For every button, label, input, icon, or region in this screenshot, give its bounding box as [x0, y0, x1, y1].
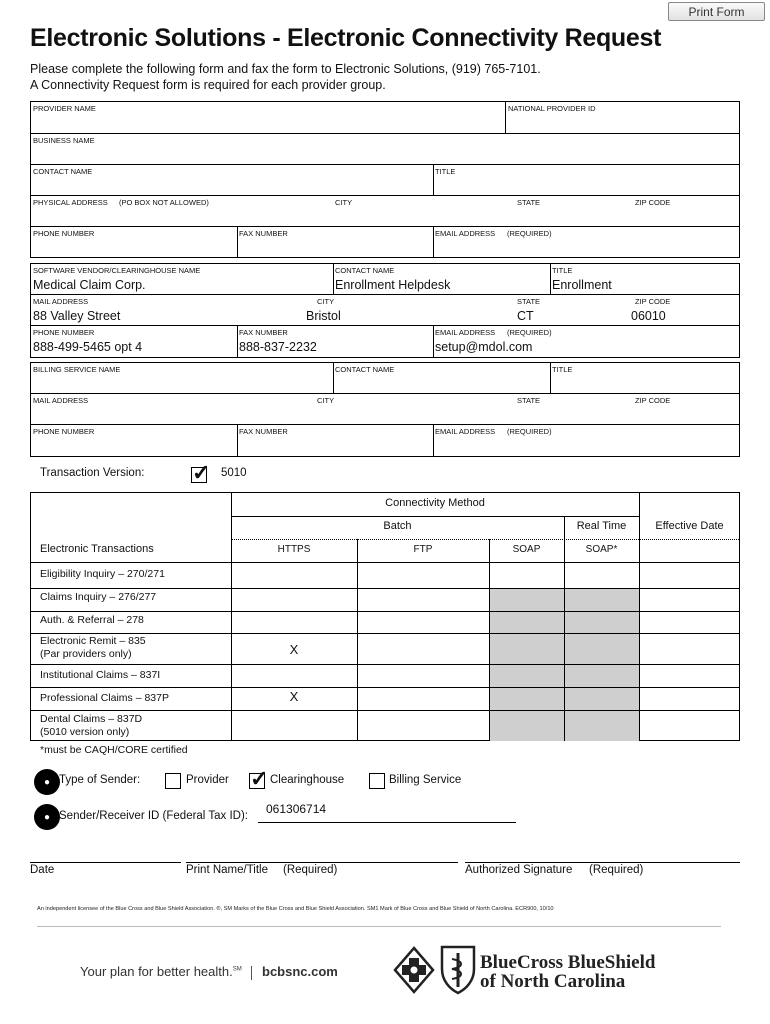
billing-service-option-label: Billing Service — [389, 774, 462, 786]
vendor-name-label: SOFTWARE VENDOR/CLEARINGHOUSE NAME — [33, 266, 201, 275]
provider-name-label: PROVIDER NAME — [33, 104, 96, 113]
email-label: EMAIL ADDRESS — [435, 229, 496, 238]
check-mark-icon: ✓ — [192, 460, 211, 485]
brand-line-2: of North Carolina — [480, 971, 626, 992]
print-form-button[interactable]: Print Form — [668, 2, 765, 21]
sender-id-field[interactable]: 061306714 — [266, 802, 327, 816]
slogan-text: Your plan for better health. — [80, 964, 233, 979]
transaction-row-label: Institutional Claims – 837I — [40, 669, 161, 681]
check-mark-icon: ✓ — [250, 766, 269, 791]
clearinghouse-checkbox[interactable] — [249, 766, 269, 791]
batch-header: Batch — [383, 520, 412, 532]
type-of-sender-label: Type of Sender: — [59, 774, 141, 786]
brand-line-1: BlueCross BlueShield — [480, 952, 656, 973]
vendor-mail-label: MAIL ADDRESS — [33, 297, 89, 306]
vendor-title-label: TITLE — [552, 266, 573, 275]
software-vendor-section — [30, 263, 740, 358]
billing-email-field[interactable] — [435, 437, 735, 454]
legal-footer: An independent licensee of the Blue Cross and Blue Shield Association. ®, SM Marks of the Blue Cross and Blue Shield Association. SM1 Mark of Blue Cross and Blue Shield of North Carolina. ECR900, 10/10 — [37, 906, 554, 912]
vendor-fax-label: FAX NUMBER — [239, 328, 288, 337]
billing-fax-label: FAX NUMBER — [239, 427, 288, 436]
billing-service-checkbox[interactable] — [369, 773, 385, 789]
billing-mail-label: MAIL ADDRESS — [33, 396, 89, 405]
signature-field[interactable] — [465, 844, 740, 861]
transaction-version-checkbox[interactable] — [191, 460, 211, 485]
phone-label: PHONE NUMBER — [33, 229, 95, 238]
provider-checkbox[interactable] — [165, 773, 181, 789]
intro-line-1: Please complete the following form and fax the form to Electronic Solutions, (919) 765-7101. — [30, 62, 541, 76]
bcbs-brand — [480, 953, 655, 991]
website-text: bcbsnc.com — [262, 964, 338, 979]
email-required-note: (REQUIRED) — [507, 229, 552, 238]
transaction-version-value: 5010 — [221, 467, 247, 479]
print-name-label: Print Name/Title — [186, 864, 269, 876]
transaction-row-label: Electronic Remit – 835 — [40, 635, 146, 647]
effective-date-header: Effective Date — [655, 520, 724, 532]
vendor-contact-field[interactable]: Enrollment Helpdesk — [335, 278, 451, 292]
zip-label: ZIP CODE — [635, 198, 671, 207]
email-field[interactable] — [435, 239, 735, 256]
vendor-mail-field[interactable]: 88 Valley Street — [33, 309, 121, 323]
print-name-required-note: (Required) — [283, 864, 338, 876]
blue-cross-logo-icon — [393, 946, 435, 994]
billing-contact-label: CONTACT NAME — [335, 365, 395, 374]
billing-city-label: CITY — [317, 396, 335, 405]
billing-state-label: STATE — [517, 396, 541, 405]
https-mark-electronic-remit[interactable]: X — [289, 642, 299, 657]
intro-line-2: A Connectivity Request form is required for each provider group. — [30, 78, 386, 92]
provider-option-label: Provider — [186, 774, 229, 786]
billing-phone-label: PHONE NUMBER — [33, 427, 95, 436]
billing-email-required-note: (REQUIRED) — [507, 427, 552, 436]
fax-field[interactable] — [239, 239, 429, 256]
electronic-transactions-header: Electronic Transactions — [40, 543, 154, 555]
transaction-row-label: Eligibility Inquiry – 270/271 — [40, 568, 165, 580]
vendor-email-field[interactable]: setup@mdol.com — [435, 340, 533, 354]
https-mark-professional-claims[interactable]: X — [289, 689, 299, 704]
page-title: Electronic Solutions - Electronic Connectivity Request — [30, 24, 662, 52]
title-label: TITLE — [435, 167, 456, 176]
billing-name-label: BILLING SERVICE NAME — [33, 365, 121, 374]
vendor-state-field[interactable]: CT — [517, 309, 534, 323]
bullet-icon: ● — [34, 769, 60, 795]
billing-title-field[interactable] — [552, 375, 736, 392]
bullet-icon: ● — [34, 804, 60, 830]
date-label: Date — [30, 864, 55, 876]
billing-phone-field[interactable] — [33, 437, 233, 454]
billing-service-section — [30, 362, 740, 457]
vendor-phone-label: PHONE NUMBER — [33, 328, 95, 337]
connectivity-method-header: Connectivity Method — [385, 497, 485, 509]
transaction-row-label: Auth. & Referral – 278 — [40, 614, 144, 626]
https-header: HTTPS — [277, 544, 311, 555]
fax-label: FAX NUMBER — [239, 229, 288, 238]
sender-id-label: Sender/Receiver ID (Federal Tax ID): — [59, 810, 248, 822]
vendor-zip-label: ZIP CODE — [635, 297, 671, 306]
billing-zip-label: ZIP CODE — [635, 396, 671, 405]
vendor-email-label: EMAIL ADDRESS — [435, 328, 496, 337]
vendor-phone-field[interactable]: 888-499-5465 opt 4 — [33, 340, 143, 354]
slogan-sm-mark: SM — [232, 966, 242, 973]
vendor-zip-field[interactable]: 06010 — [631, 309, 666, 323]
connectivity-table — [30, 492, 740, 741]
billing-name-field[interactable] — [33, 375, 329, 392]
clearinghouse-option-label: Clearinghouse — [270, 774, 345, 786]
transaction-row-sublabel: (5010 version only) — [40, 726, 130, 738]
billing-mail-field[interactable] — [33, 406, 733, 423]
vendor-title-field[interactable]: Enrollment — [552, 278, 612, 292]
po-box-note: (PO BOX NOT ALLOWED) — [119, 198, 209, 207]
state-label: STATE — [517, 198, 541, 207]
ftp-header: FTP — [413, 544, 433, 555]
city-label: CITY — [335, 198, 353, 207]
vendor-city-field[interactable]: Bristol — [306, 309, 341, 323]
physical-address-label: PHYSICAL ADDRESS — [33, 198, 108, 207]
provider-section — [30, 101, 740, 258]
vendor-state-label: STATE — [517, 297, 541, 306]
contact-name-label: CONTACT NAME — [33, 167, 93, 176]
vendor-contact-label: CONTACT NAME — [335, 266, 395, 275]
vendor-city-label: CITY — [317, 297, 335, 306]
signature-required-note: (Required) — [589, 864, 644, 876]
signature-label: Authorized Signature — [465, 864, 573, 876]
transaction-row-label: Professional Claims – 837P — [40, 692, 169, 704]
billing-fax-field[interactable] — [239, 437, 429, 454]
billing-email-label: EMAIL ADDRESS — [435, 427, 496, 436]
vendor-email-required-note: (REQUIRED) — [507, 328, 552, 337]
transaction-row-label: Claims Inquiry – 276/277 — [40, 591, 157, 603]
print-name-field[interactable] — [186, 844, 458, 861]
phone-field[interactable] — [33, 239, 233, 256]
npi-field[interactable] — [508, 114, 736, 132]
caqh-footnote: *must be CAQH/CORE certified — [40, 744, 188, 756]
transaction-row-label: Dental Claims – 837D — [40, 713, 143, 725]
real-time-header: Real Time — [576, 520, 627, 532]
business-name-field[interactable] — [33, 146, 733, 163]
date-field[interactable] — [30, 844, 181, 861]
soap-batch-header: SOAP — [512, 544, 541, 555]
npi-label: NATIONAL PROVIDER ID — [508, 104, 596, 113]
slogan — [80, 964, 338, 980]
transaction-version-label: Transaction Version: — [40, 467, 145, 479]
billing-title-label: TITLE — [552, 365, 573, 374]
business-name-label: BUSINESS NAME — [33, 136, 95, 145]
billing-contact-field[interactable] — [335, 375, 547, 392]
title-field[interactable] — [435, 177, 735, 194]
physical-address-field[interactable] — [33, 208, 733, 225]
provider-name-field[interactable] — [33, 114, 501, 132]
blue-shield-logo-icon — [438, 943, 478, 995]
soap-realtime-header: SOAP* — [585, 544, 618, 555]
vendor-fax-field[interactable]: 888-837-2232 — [239, 340, 317, 354]
contact-name-field[interactable] — [33, 177, 429, 194]
transaction-row-sublabel: (Par providers only) — [40, 648, 132, 660]
vendor-name-field[interactable]: Medical Claim Corp. — [33, 278, 146, 292]
